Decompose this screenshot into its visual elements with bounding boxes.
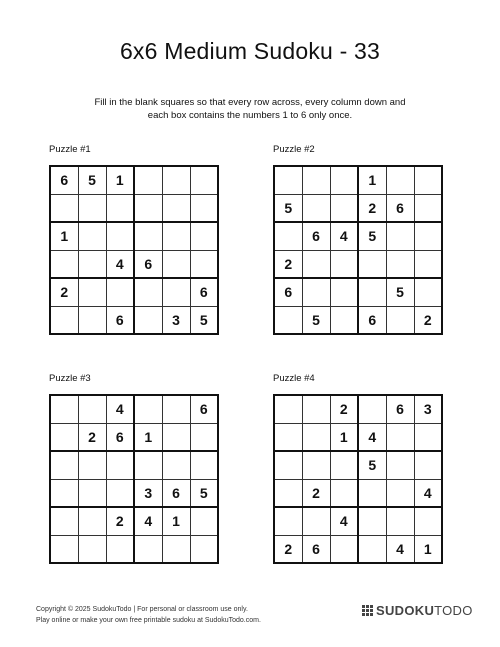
sudoku-cell — [106, 222, 134, 250]
sudoku-cell: 5 — [302, 306, 330, 334]
grid-row — [274, 222, 442, 250]
logo-text — [376, 603, 473, 618]
sudoku-cell — [414, 250, 442, 278]
sudoku-cell — [414, 423, 442, 451]
sudoku-cell: 1 — [50, 222, 78, 250]
sudoku-cell — [50, 250, 78, 278]
grid-row — [274, 479, 442, 507]
grid-row — [50, 535, 218, 563]
grid-row — [50, 166, 218, 194]
sudoku-cell — [134, 166, 162, 194]
sudoku-cell: 3 — [162, 306, 190, 334]
sudoku-cell — [190, 423, 218, 451]
sudoku-cell — [414, 194, 442, 222]
puzzle-4 — [273, 373, 443, 564]
grid-row — [50, 222, 218, 250]
sudoku-cell — [302, 194, 330, 222]
sudoku-cell — [134, 451, 162, 479]
sudoku-cell — [330, 278, 358, 306]
sudoku-cell — [274, 451, 302, 479]
sudoku-cell: 2 — [330, 395, 358, 423]
sudoku-cell: 4 — [414, 479, 442, 507]
sudoku-cell — [134, 306, 162, 334]
sudoku-cell: 4 — [134, 507, 162, 535]
sudoku-cell — [274, 423, 302, 451]
grid-icon — [362, 605, 373, 616]
sudoku-cell — [302, 451, 330, 479]
sudoku-cell — [386, 306, 414, 334]
sudoku-cell — [78, 250, 106, 278]
sudoku-cell: 2 — [50, 278, 78, 306]
sudoku-cell: 6 — [302, 222, 330, 250]
grid-row — [274, 250, 442, 278]
instructions-line-2: each box contains the numbers 1 to 6 only once. — [147, 110, 353, 121]
sudoku-cell — [50, 306, 78, 334]
sudoku-cell — [386, 250, 414, 278]
sudoku-cell: 2 — [106, 507, 134, 535]
sudoku-cell — [78, 395, 106, 423]
sudoku-grid — [273, 165, 443, 335]
puzzle-label: Puzzle #4 — [273, 373, 315, 384]
grid-row — [274, 278, 442, 306]
sudoku-cell: 5 — [78, 166, 106, 194]
sudoku-cell — [50, 451, 78, 479]
copyright-text: Copyright © 2025 SudokuTodo | For personal or classroom use only. — [36, 606, 248, 613]
sudoku-cell — [78, 535, 106, 563]
sudoku-grid — [49, 394, 219, 564]
sudoku-grid — [49, 165, 219, 335]
sudoku-cell — [330, 451, 358, 479]
sudoku-cell — [302, 250, 330, 278]
sudoku-cell — [414, 166, 442, 194]
sudoku-cell — [386, 451, 414, 479]
sudoku-cell — [162, 451, 190, 479]
sudoku-cell — [358, 479, 386, 507]
sudoku-grid — [273, 394, 443, 564]
sudoku-cell — [134, 395, 162, 423]
sudoku-cell — [330, 535, 358, 563]
sudoku-cell — [274, 306, 302, 334]
sudoku-cell — [358, 278, 386, 306]
grid-row — [274, 306, 442, 334]
sudoku-cell — [330, 479, 358, 507]
sudoku-cell — [302, 278, 330, 306]
sudoku-cell — [274, 166, 302, 194]
grid-row — [274, 423, 442, 451]
sudoku-cell — [414, 451, 442, 479]
logo-text-light: TODO — [434, 603, 473, 618]
sudoku-cell — [50, 507, 78, 535]
sudoku-cell: 5 — [190, 479, 218, 507]
sudoku-cell — [162, 278, 190, 306]
instructions — [0, 96, 500, 122]
grid-row — [274, 395, 442, 423]
sudoku-cell — [386, 423, 414, 451]
sudoku-cell: 5 — [386, 278, 414, 306]
sudoku-cell — [134, 222, 162, 250]
grid-row — [50, 507, 218, 535]
sudoku-cell: 6 — [386, 395, 414, 423]
sudoku-cell — [78, 278, 106, 306]
grid-row — [274, 535, 442, 563]
puzzle-label: Puzzle #3 — [49, 373, 91, 384]
grid-row — [50, 423, 218, 451]
sudoku-cell — [78, 222, 106, 250]
sudoku-cell: 6 — [106, 423, 134, 451]
sudoku-cell — [358, 507, 386, 535]
sudoku-cell — [78, 479, 106, 507]
sudoku-cell: 5 — [274, 194, 302, 222]
sudoku-cell — [190, 166, 218, 194]
sudoku-cell: 6 — [134, 250, 162, 278]
sudoku-cell: 1 — [358, 166, 386, 194]
sudoku-cell — [162, 250, 190, 278]
sudoku-cell — [50, 535, 78, 563]
grid-row — [274, 194, 442, 222]
sudoku-cell — [106, 535, 134, 563]
sudoku-cell — [386, 479, 414, 507]
sudoku-cell — [162, 535, 190, 563]
sudoku-cell: 6 — [106, 306, 134, 334]
sudoku-cell — [190, 507, 218, 535]
sudoku-cell — [190, 250, 218, 278]
sudoku-cell — [274, 479, 302, 507]
sudoku-cell: 2 — [274, 250, 302, 278]
sudoku-cell — [78, 306, 106, 334]
footer-text — [36, 604, 261, 626]
sudoku-cell: 6 — [190, 395, 218, 423]
sudoku-cell — [162, 194, 190, 222]
sudoku-cell: 2 — [358, 194, 386, 222]
instructions-line-1: Fill in the blank squares so that every row across, every column down and — [94, 97, 406, 108]
sudoku-cell: 6 — [50, 166, 78, 194]
sudoku-cell — [358, 535, 386, 563]
puzzle-1 — [49, 144, 219, 335]
grid-row — [274, 507, 442, 535]
sudoku-cell: 4 — [330, 507, 358, 535]
sudoku-cell: 6 — [358, 306, 386, 334]
sudoku-cell: 6 — [274, 278, 302, 306]
puzzle-label: Puzzle #1 — [49, 144, 91, 155]
sudoku-cell — [134, 194, 162, 222]
sudoku-cell: 4 — [386, 535, 414, 563]
sudoku-cell — [78, 194, 106, 222]
grid-row — [50, 479, 218, 507]
sudoku-cell — [50, 479, 78, 507]
sudoku-cell — [162, 222, 190, 250]
puzzle-2 — [273, 144, 443, 335]
sudoku-cell — [274, 395, 302, 423]
sudoku-cell — [106, 451, 134, 479]
sudoku-cell: 2 — [302, 479, 330, 507]
sudoku-cell — [414, 222, 442, 250]
sudoku-cell — [330, 250, 358, 278]
sudoku-cell — [302, 166, 330, 194]
sudoku-cell — [78, 451, 106, 479]
sudoku-cell — [162, 423, 190, 451]
sudoku-cell — [162, 395, 190, 423]
sudoku-cell: 3 — [414, 395, 442, 423]
sudoku-cell: 1 — [134, 423, 162, 451]
page-title: 6x6 Medium Sudoku - 33 — [119, 38, 381, 64]
logo-text-bold: SUDOKU — [376, 603, 435, 618]
sudoku-cell — [134, 535, 162, 563]
sudoku-cell: 1 — [106, 166, 134, 194]
sudoku-cell: 4 — [330, 222, 358, 250]
sudoku-cell — [414, 507, 442, 535]
sudoku-cell: 6 — [162, 479, 190, 507]
sudoku-cell — [330, 194, 358, 222]
grid-row — [50, 250, 218, 278]
sudoku-cell — [274, 507, 302, 535]
sudoku-cell: 1 — [330, 423, 358, 451]
sudoku-cell — [358, 250, 386, 278]
sudoku-cell: 5 — [358, 451, 386, 479]
sudoku-cell — [330, 306, 358, 334]
sudoku-cell: 2 — [414, 306, 442, 334]
sudoku-cell: 4 — [358, 423, 386, 451]
grid-row — [274, 451, 442, 479]
grid-row — [50, 194, 218, 222]
sudoku-cell — [106, 479, 134, 507]
grid-row — [50, 395, 218, 423]
grid-row — [274, 166, 442, 194]
sudokutodo-logo — [362, 603, 473, 618]
sudoku-cell — [414, 278, 442, 306]
sudoku-cell: 6 — [386, 194, 414, 222]
sudoku-cell — [190, 535, 218, 563]
sudoku-cell: 2 — [78, 423, 106, 451]
sudoku-cell — [386, 507, 414, 535]
sudoku-cell — [274, 222, 302, 250]
sudoku-cell — [302, 507, 330, 535]
sudoku-cell — [330, 166, 358, 194]
sudoku-cell — [386, 166, 414, 194]
sudoku-cell: 1 — [162, 507, 190, 535]
sudoku-cell — [134, 278, 162, 306]
sudoku-cell — [190, 194, 218, 222]
sudoku-cell — [386, 222, 414, 250]
puzzle-label: Puzzle #2 — [273, 144, 315, 155]
sudoku-cell: 4 — [106, 395, 134, 423]
sudoku-cell — [358, 395, 386, 423]
sudoku-cell — [78, 507, 106, 535]
play-online-text: Play online or make your own free printable sudoku at SudokuTodo.com. — [36, 617, 261, 624]
sudoku-cell — [162, 166, 190, 194]
sudoku-cell: 3 — [134, 479, 162, 507]
sudoku-cell — [190, 451, 218, 479]
sudoku-cell: 1 — [414, 535, 442, 563]
sudoku-cell — [50, 395, 78, 423]
sudoku-cell: 6 — [190, 278, 218, 306]
grid-row — [50, 451, 218, 479]
sudoku-cell: 5 — [358, 222, 386, 250]
puzzle-3 — [49, 373, 219, 564]
sudoku-cell — [190, 222, 218, 250]
sudoku-cell: 6 — [302, 535, 330, 563]
sudoku-cell: 5 — [190, 306, 218, 334]
sudoku-cell — [50, 194, 78, 222]
sudoku-cell — [106, 278, 134, 306]
sudoku-cell — [106, 194, 134, 222]
sudoku-cell — [50, 423, 78, 451]
sudoku-cell: 2 — [274, 535, 302, 563]
sudoku-cell — [302, 395, 330, 423]
sudoku-cell: 4 — [106, 250, 134, 278]
sudoku-cell — [302, 423, 330, 451]
grid-row — [50, 306, 218, 334]
grid-row — [50, 278, 218, 306]
